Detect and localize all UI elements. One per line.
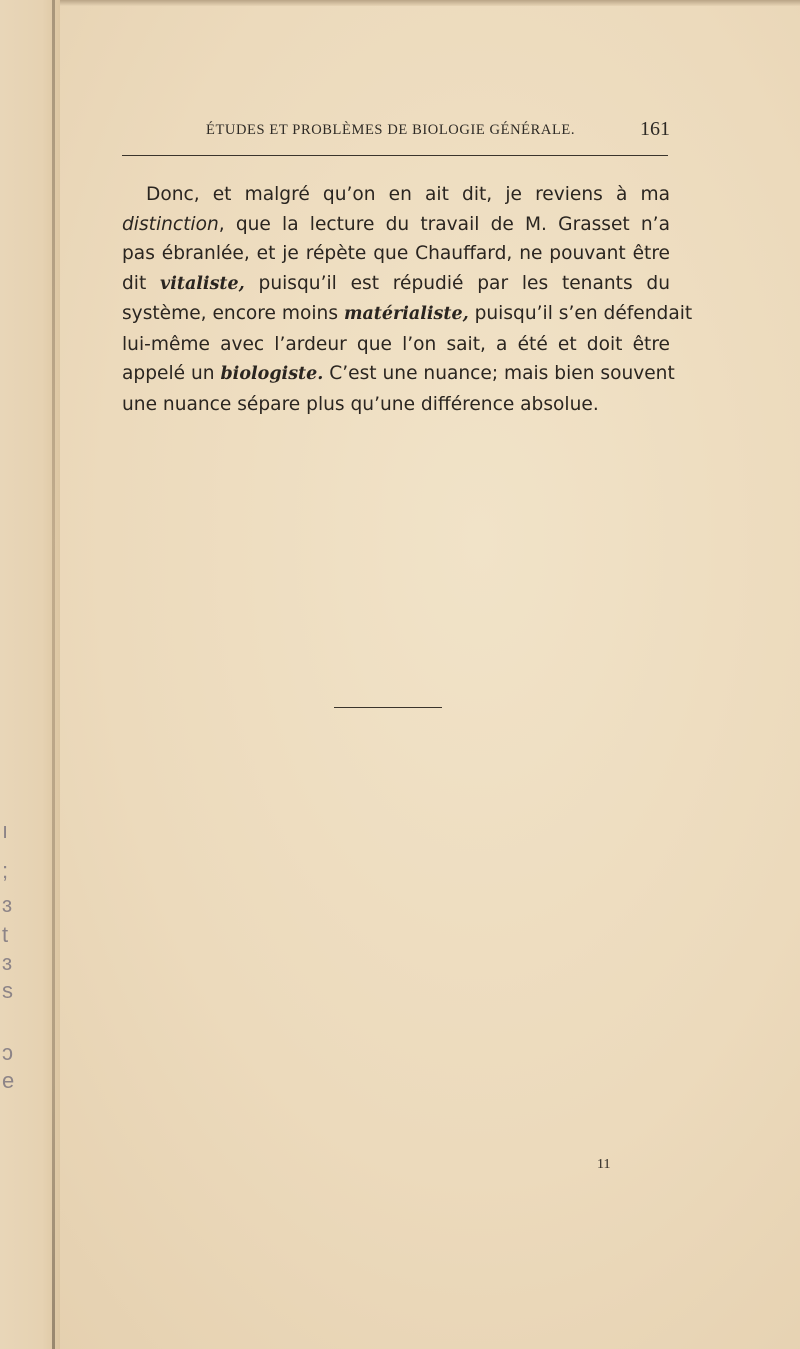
running-header (122, 118, 670, 146)
spine-shadow (52, 0, 55, 1349)
body-paragraph (122, 180, 693, 419)
italic-term: vitaliste, (160, 273, 245, 294)
bleed-through-glyph: ı (2, 818, 9, 843)
bleed-through-glyph: e (2, 1068, 15, 1093)
text-run: puisqu’il est répudié par les tenants du (244, 272, 670, 294)
text-line (122, 239, 670, 269)
section-end-rule (334, 707, 442, 708)
signature-mark: 11 (597, 1157, 611, 1172)
text-run: pas ébranlée, et je répète que Chauffard, ne pouvant être (122, 243, 670, 264)
page-top-edge (60, 0, 800, 6)
italic-term: distinction (122, 213, 219, 235)
text-run: puisqu’il s’en défendait (468, 303, 693, 324)
bleed-through-glyph: ɜ (2, 950, 13, 975)
text-run: dit (122, 272, 161, 294)
text-line (122, 180, 670, 210)
text-run: lui-même avec l’ardeur que l’on sait, a été et doit être (122, 333, 670, 355)
text-line (122, 390, 670, 420)
page-margin-left (0, 0, 60, 1349)
text-line (122, 210, 670, 240)
text-run: système, encore moins (122, 303, 344, 324)
running-title: ÉTUDES ET PROBLÈMES DE BIOLOGIE GÉNÉRALE. (206, 122, 576, 138)
text-run: C’est une nuance; mais bien souvent (323, 363, 675, 384)
text-line (122, 269, 670, 300)
text-run: Donc, et malgré qu’on en ait dit, je reviens à ma (146, 184, 670, 205)
text-run: appelé un (122, 363, 221, 384)
bleed-through-glyph: t (2, 922, 9, 947)
text-line (122, 299, 693, 330)
bleed-through-glyph: ɜ (2, 892, 13, 917)
bleed-through-glyph: s (2, 978, 13, 1003)
italic-term: matérialiste, (343, 304, 469, 324)
header-rule (122, 155, 668, 156)
text-run: une nuance sépare plus qu’une différence absolue. (122, 393, 599, 415)
text-line (122, 330, 670, 360)
page-number: 161 (640, 118, 670, 140)
text-line (122, 359, 675, 390)
bleed-through-glyph: ; (2, 858, 9, 883)
text-run: , que la lecture du travail de M. Grasset n’a (218, 213, 670, 235)
italic-term: biologiste. (220, 364, 324, 384)
bleed-through-glyph: ɔ (2, 1040, 13, 1065)
